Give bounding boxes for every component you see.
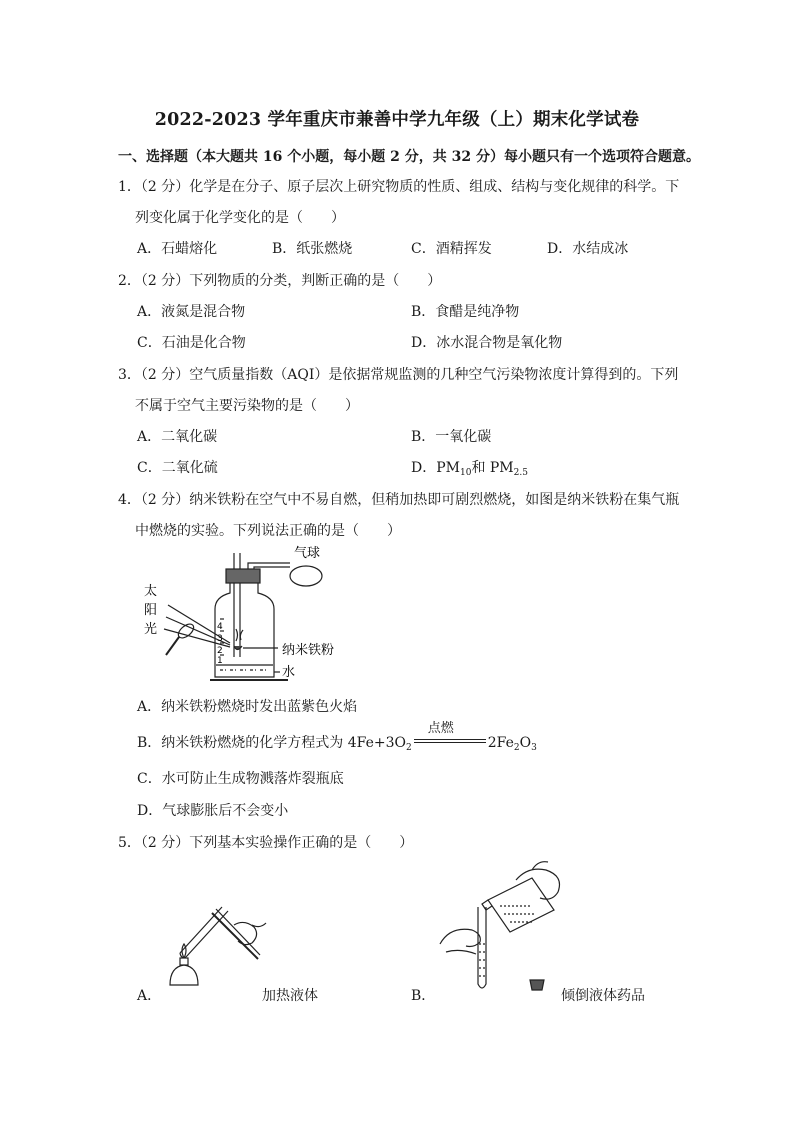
equation-line-bottom [414,742,486,743]
section-heading: 一、选择题（本大题共 16 个小题，每小题 2 分，共 32 分）每小题只有一个选项符合题意。 [118,149,700,165]
figure-sun-label-2: 阳 [144,603,158,618]
q3-d-prefix: D．PM [411,460,460,476]
q1-option-a[interactable]: A．石蜡熔化 [137,241,218,257]
q1-option-c[interactable]: C．酒精挥发 [411,241,492,257]
figure-water-label: 水 [282,665,296,680]
q3-d-sub2: 2.5 [513,468,528,478]
q4-option-b[interactable] [137,721,537,753]
equation-line-top [414,739,486,740]
exam-title: 2022-2023 学年重庆市兼善中学九年级（上）期末化学试卷 [154,110,640,130]
q2-stem-line1: 2．（2 分）下列物质的分类，判断正确的是（ ） [118,273,442,289]
q2-option-b[interactable]: B．食醋是纯净物 [411,304,520,320]
q3-option-d[interactable] [411,457,528,478]
q1-option-b[interactable]: B．纸张燃烧 [272,241,353,257]
q2-option-d[interactable]: D．冰水混合物是氧化物 [411,335,563,351]
q3-stem-line2: 不属于空气主要污染物的是（ ） [135,398,359,414]
q4-stem-line1: 4．（2 分）纳米铁粉在空气中不易自燃，但稍加热即可剧烈燃烧，如图是纳米铁粉在集气瓶 [118,492,680,508]
ignition-condition-arrow [412,721,488,747]
figure-scale-4: 4 [217,622,223,632]
q3-d-sub1: 10 [459,468,472,478]
q3-option-a[interactable]: A．二氧化碳 [137,429,218,445]
q3-stem-line1: 3．（2 分）空气质量指数（AQI）是依据常规监测的几种空气污染物浓度计算得到的。下列 [118,367,679,383]
q5-option-b-letter[interactable]: B． [411,988,436,1004]
q2-option-a[interactable]: A．液氮是混合物 [137,304,246,320]
q4-b-o: O [519,735,532,751]
q4-option-d[interactable]: D．气球膨胀后不会变小 [137,803,289,819]
q1-stem-line1: 1．（2 分）化学是在分子、原子层次上研究物质的性质、组成、结构与变化规律的科学。下 [118,179,680,195]
q4-b-sub3: 3 [531,743,537,753]
figure-sun-label-3: 光 [144,622,158,637]
figure-sun-label-1: 太 [144,584,158,599]
q5-stem-line1: 5．（2 分）下列基本实验操作正确的是（ ） [118,835,414,851]
q1-option-d[interactable]: D．水结成冰 [547,241,629,257]
heating-liquid-figure [160,895,270,995]
q4-b-sub2: 2 [513,743,520,753]
q3-d-mid: 和 PM [471,460,514,476]
q2-option-c[interactable]: C．石油是化合物 [137,335,246,351]
q1-stem-line2: 列变化属于化学变化的是（ ） [135,210,345,226]
q4-option-c[interactable]: C．水可防止生成物溅落炸裂瓶底 [137,771,344,787]
q4-stem-line2: 中燃烧的实验。下列说法正确的是（ ） [135,523,401,539]
figure-balloon-label: 气球 [294,546,321,561]
figure-scale-3: 3 [217,634,223,644]
nano-iron-combustion-figure [130,545,370,690]
q4-b-prefix: B．纳米铁粉燃烧的化学方程式为 4Fe+3O [137,735,406,751]
q4-b-product: 2Fe [487,735,514,751]
figure-powder-label: 纳米铁粉 [282,643,335,658]
q4-option-a[interactable]: A．纳米铁粉燃烧时发出蓝紫色火焰 [137,699,358,715]
figure-scale-2: 2 [217,646,223,656]
q5-option-a-letter[interactable]: A． [137,988,162,1004]
pouring-liquid-figure [436,852,586,997]
figure-scale-1: 1 [217,656,223,666]
q3-option-b[interactable]: B．一氧化碳 [411,429,492,445]
q4-b-sub1: 2 [406,743,412,753]
q3-option-c[interactable]: C．二氧化硫 [137,460,218,476]
q5-option-a-caption: 加热液体 [262,988,318,1004]
ignition-condition-label: 点燃 [427,721,454,736]
q5-option-b-caption: 倾倒液体药品 [561,988,645,1004]
